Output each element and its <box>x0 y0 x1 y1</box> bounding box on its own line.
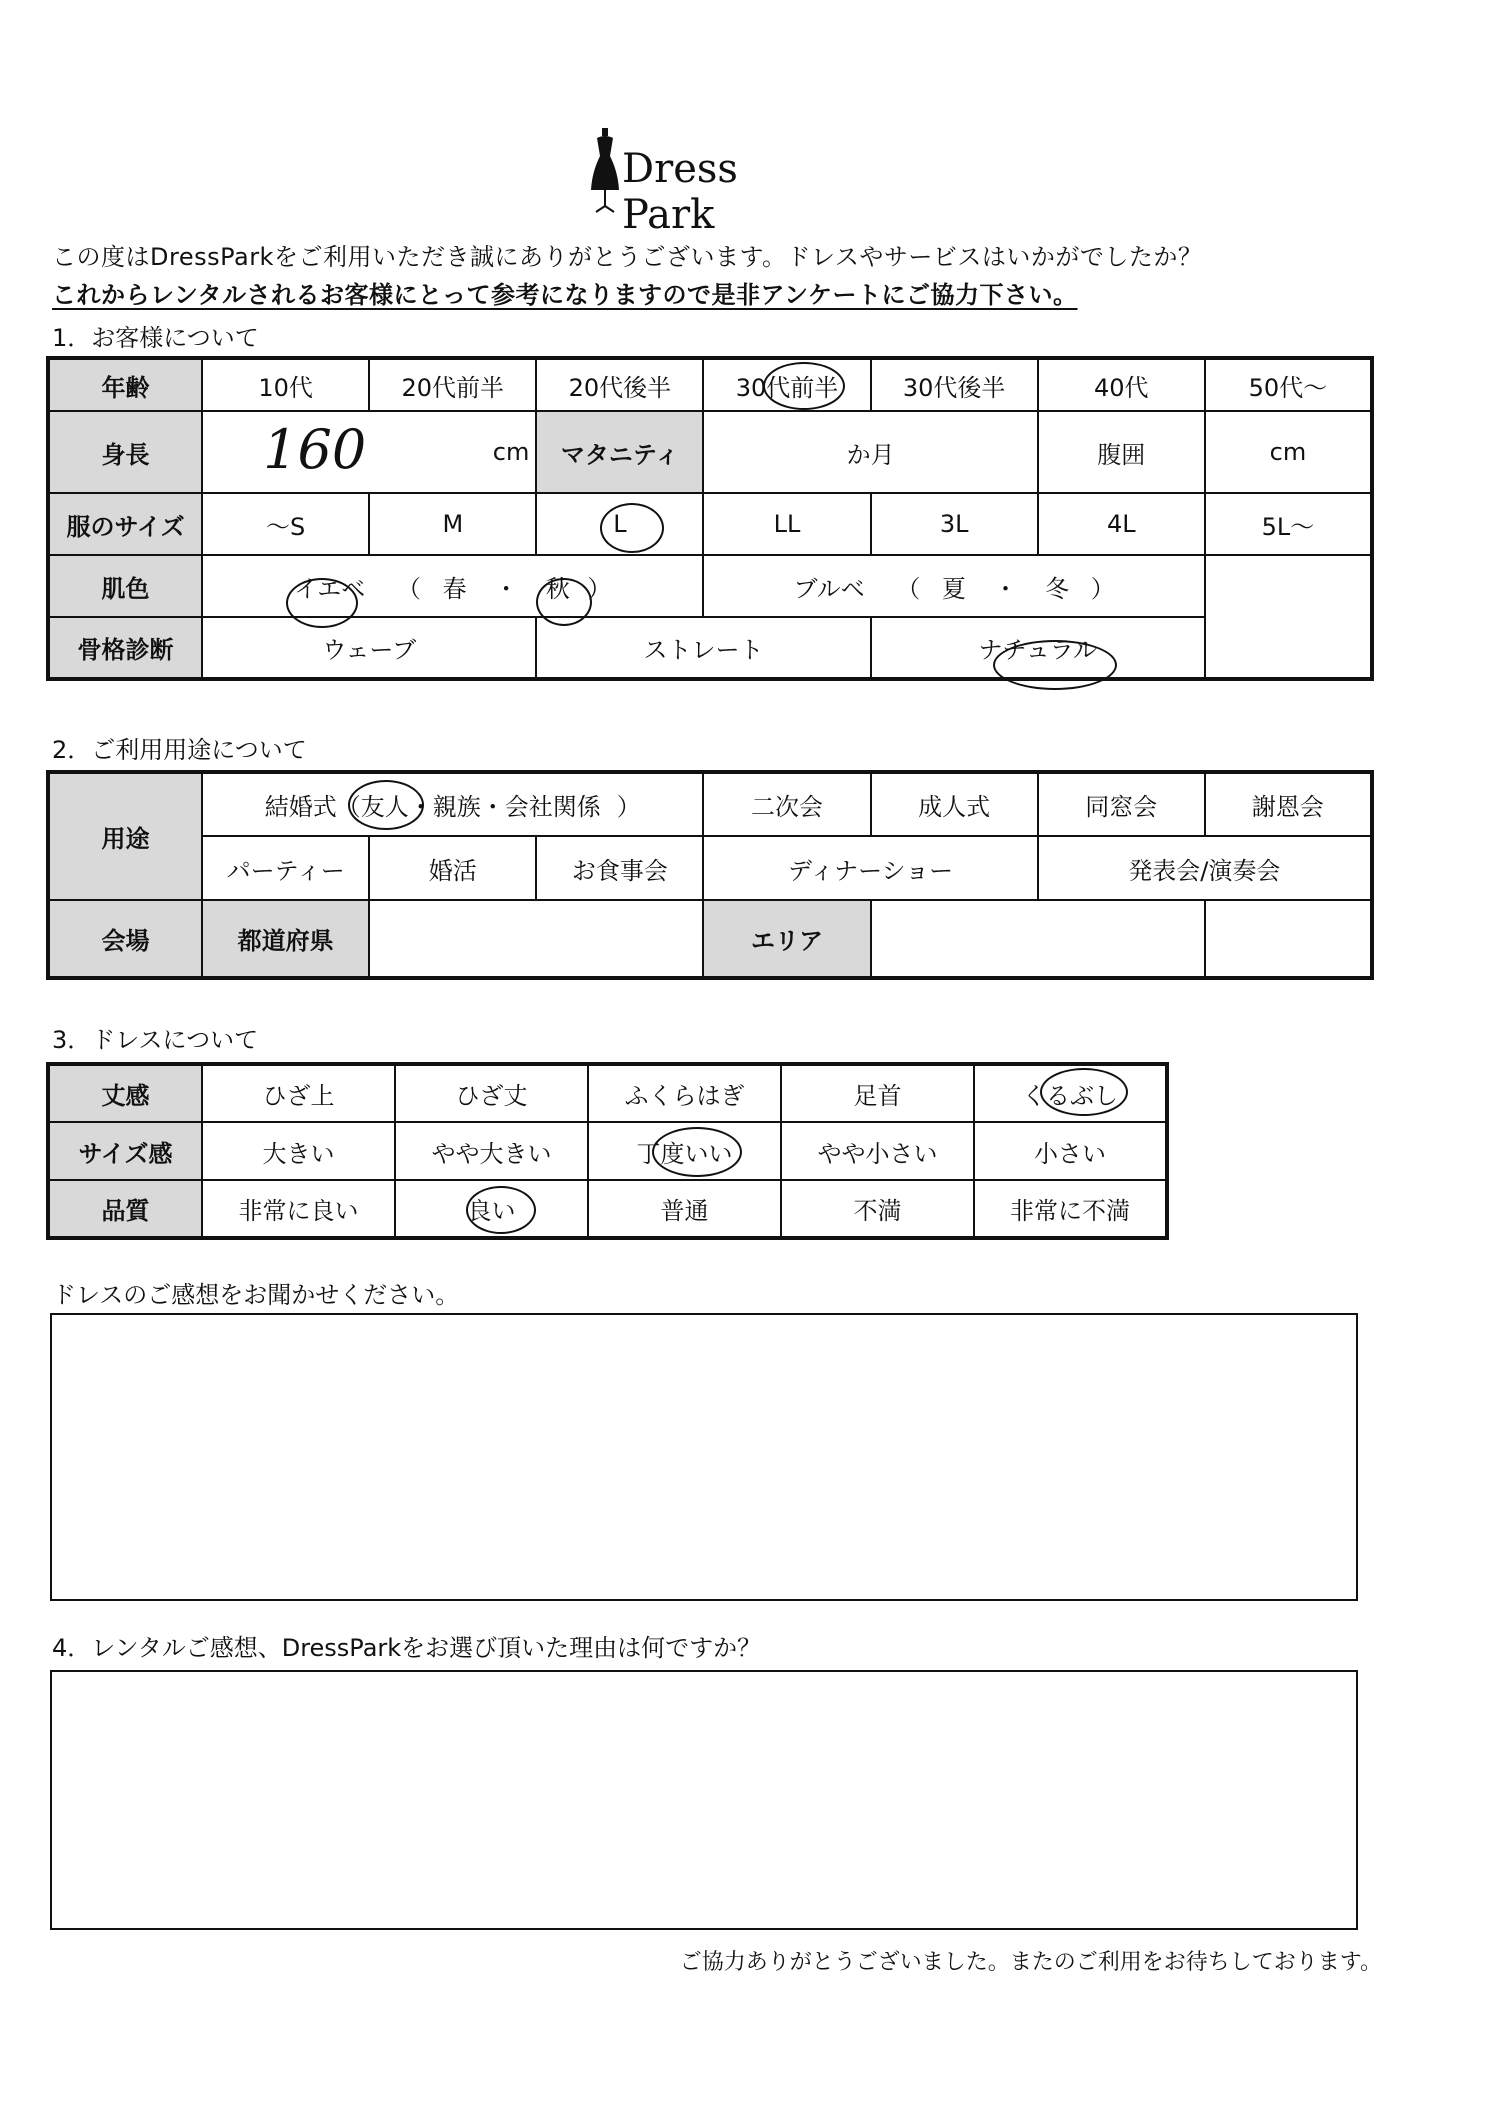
winter-option[interactable]: 冬 <box>1045 574 1070 603</box>
rental-comment-box[interactable] <box>50 1670 1358 1930</box>
skin-label: 肌色 <box>48 555 202 617</box>
size-selection-circle <box>600 503 664 553</box>
blue-base-option[interactable]: ブルベ <box>793 574 865 603</box>
fit-option[interactable]: やや大きい <box>395 1122 588 1180</box>
maternity-label: マタニティ <box>536 411 703 493</box>
customer-table <box>46 356 1374 681</box>
size-row <box>48 493 1372 555</box>
section-3-title: 3．ドレスについて <box>52 1026 259 1054</box>
section-1-title: 1．お客様について <box>52 324 259 352</box>
fit-option[interactable]: 小さい <box>974 1122 1167 1180</box>
age-option[interactable]: 50代～ <box>1205 358 1372 411</box>
footer-thanks: ご協力ありがとうございました。またのご利用をお待ちしております。 <box>679 1950 1382 1975</box>
age-row <box>48 358 1372 411</box>
dress-comment-label: ドレスのご感想をお聞かせください。 <box>52 1281 460 1309</box>
skin-yellow-circle <box>286 578 358 628</box>
size-option[interactable]: 3L <box>871 493 1038 555</box>
height-row <box>48 411 1372 493</box>
age-label: 年齢 <box>48 358 202 411</box>
age-selection-circle <box>763 362 845 410</box>
usage-option[interactable]: 婚活 <box>369 836 536 900</box>
quality-option-selected[interactable]: 良い <box>395 1180 588 1238</box>
usage-option[interactable]: 二次会 <box>703 772 870 836</box>
age-option-selected[interactable]: 30代前半 <box>703 358 870 411</box>
area-label: エリア <box>703 900 870 978</box>
dresspark-logo <box>588 128 828 238</box>
quality-option[interactable]: 不満 <box>781 1180 974 1238</box>
blue-base-cell[interactable]: ブルベ （ 夏 ・ 冬 ） <box>703 555 1204 617</box>
length-option[interactable]: 足首 <box>781 1064 974 1122</box>
prefecture-label: 都道府県 <box>202 900 369 978</box>
maternity-months-field[interactable] <box>703 411 1037 493</box>
wedding-friend-option[interactable]: 友人 <box>360 793 409 821</box>
quality-label: 品質 <box>48 1180 202 1238</box>
quality-option[interactable]: 非常に良い <box>202 1180 395 1238</box>
wedding-cell[interactable]: 結婚式（友人・親族・会社関係 ） <box>202 772 703 836</box>
usage-option[interactable]: ディナーショー <box>703 836 1037 900</box>
age-option[interactable]: 20代後半 <box>536 358 703 411</box>
size-label: 服のサイズ <box>48 493 202 555</box>
usage-row-2 <box>48 836 1372 900</box>
section-4-title: 4．レンタルご感想、DressParkをお選び頂いた理由は何ですか？ <box>52 1634 762 1662</box>
size-option[interactable]: M <box>369 493 536 555</box>
fit-row <box>48 1122 1167 1180</box>
waist-label: 腹囲 <box>1038 411 1205 493</box>
usage-option[interactable]: 成人式 <box>871 772 1038 836</box>
spring-option[interactable]: 春 <box>442 574 467 603</box>
size-option[interactable]: 5L～ <box>1205 493 1372 555</box>
fit-selection-circle <box>652 1127 742 1177</box>
usage-table <box>46 770 1374 980</box>
frame-option-selected[interactable]: ナチュラル <box>871 617 1205 679</box>
quality-selection-circle <box>466 1186 536 1234</box>
intro-line-2: これからレンタルされるお客様にとって参考になりますので是非アンケートにご協力下さい。 <box>52 281 1078 309</box>
height-unit: cm <box>492 438 530 466</box>
quality-row <box>48 1180 1167 1238</box>
dress-comment-box[interactable] <box>50 1313 1358 1601</box>
height-label: 身長 <box>48 411 202 493</box>
frame-option[interactable]: ウェーブ <box>202 617 536 679</box>
autumn-option[interactable]: 秋 <box>545 574 570 603</box>
yellow-base-cell[interactable]: イエベ （ 春 ・ 秋 ） <box>202 555 703 617</box>
prefecture-field[interactable] <box>369 900 703 978</box>
venue-label: 会場 <box>48 900 202 978</box>
logo-text: Dress Park <box>622 146 738 238</box>
length-row <box>48 1064 1167 1122</box>
yellow-base-option[interactable]: イエベ <box>294 574 366 603</box>
usage-row-1 <box>48 772 1372 836</box>
section-2-title: 2．ご利用用途について <box>52 736 307 764</box>
length-selection-circle <box>1040 1068 1128 1116</box>
waist-unit[interactable]: cm <box>1205 411 1372 493</box>
size-option[interactable]: 4L <box>1038 493 1205 555</box>
frame-selection-circle <box>993 640 1117 690</box>
quality-option[interactable]: 非常に不満 <box>974 1180 1167 1238</box>
usage-option[interactable]: 謝恩会 <box>1205 772 1372 836</box>
summer-option[interactable]: 夏 <box>941 574 966 603</box>
usage-label: 用途 <box>48 772 202 900</box>
area-field[interactable] <box>871 900 1205 978</box>
quality-option[interactable]: 普通 <box>588 1180 781 1238</box>
usage-option[interactable]: 発表会/演奏会 <box>1038 836 1372 900</box>
usage-option[interactable]: お食事会 <box>536 836 703 900</box>
length-option-selected[interactable]: くるぶし <box>974 1064 1167 1122</box>
frame-option[interactable]: ストレート <box>536 617 870 679</box>
fit-option[interactable]: 大きい <box>202 1122 395 1180</box>
age-option[interactable]: 40代 <box>1038 358 1205 411</box>
size-option[interactable]: LL <box>703 493 870 555</box>
length-label: 丈感 <box>48 1064 202 1122</box>
frame-label: 骨格診断 <box>48 617 202 679</box>
age-option[interactable]: 10代 <box>202 358 369 411</box>
fit-label: サイズ感 <box>48 1122 202 1180</box>
dress-table <box>46 1062 1169 1240</box>
dress-form-icon <box>588 128 622 218</box>
length-option[interactable]: ふくらはぎ <box>588 1064 781 1122</box>
fit-option-selected[interactable]: 丁度いい <box>588 1122 781 1180</box>
height-field[interactable] <box>202 411 536 493</box>
months-unit: か月 <box>846 440 895 469</box>
size-option[interactable]: ～S <box>202 493 369 555</box>
length-option[interactable]: ひざ丈 <box>395 1064 588 1122</box>
usage-option[interactable]: パーティー <box>202 836 369 900</box>
height-value: 160 <box>263 418 367 481</box>
usage-friend-circle <box>348 780 424 830</box>
intro-line-1: この度はDressParkをご利用いただき誠にありがとうございます。ドレスやサービスはいかがでしたか？ <box>52 243 1203 271</box>
skin-autumn-circle <box>536 578 592 626</box>
age-option[interactable]: 20代前半 <box>369 358 536 411</box>
age-option[interactable]: 30代後半 <box>871 358 1038 411</box>
usage-option[interactable]: 同窓会 <box>1038 772 1205 836</box>
skin-row <box>48 555 1372 617</box>
length-option[interactable]: ひざ上 <box>202 1064 395 1122</box>
frame-row <box>48 617 1372 679</box>
fit-option[interactable]: やや小さい <box>781 1122 974 1180</box>
size-option-selected[interactable]: L <box>536 493 703 555</box>
venue-row <box>48 900 1372 978</box>
